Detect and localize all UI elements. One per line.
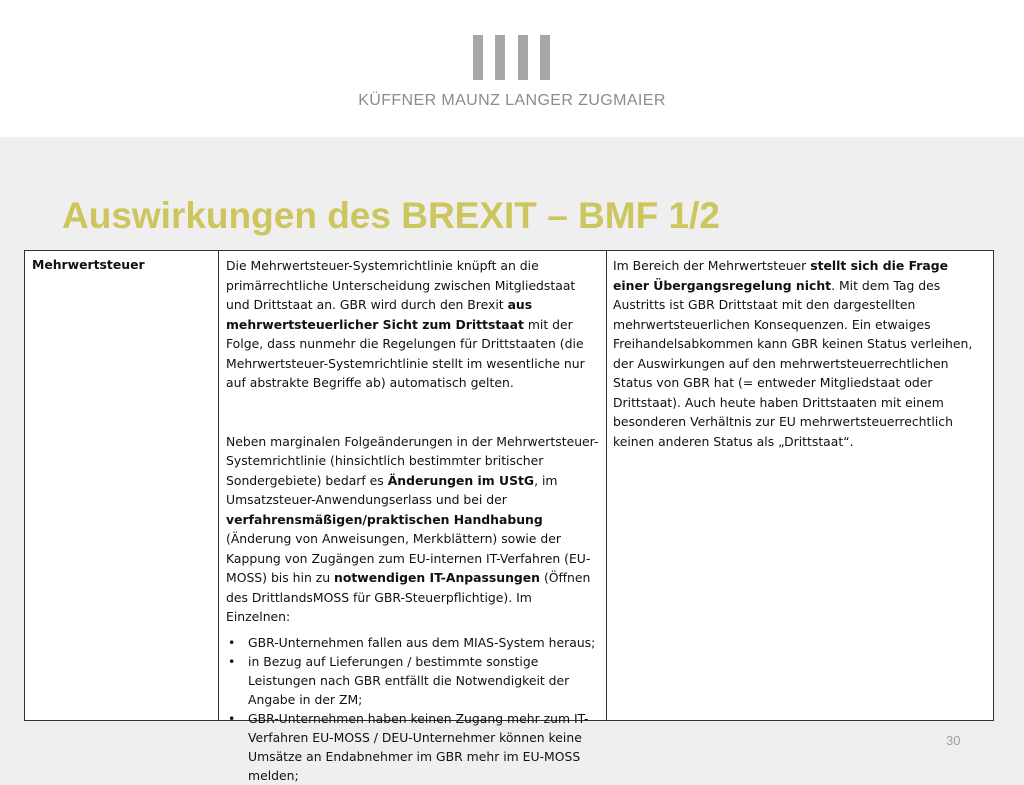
logo-bar <box>473 35 483 80</box>
header <box>0 0 1024 137</box>
bold-text: stellt sich die Frage einer Übergangsregelung nicht <box>613 258 949 293</box>
logo-mark <box>473 35 551 80</box>
text: Im Bereich der Mehrwertsteuer <box>613 258 811 273</box>
list-item: • GBR-Unternehmen haben keinen Zugang mehr zum IT-Verfahren EU-MOSS / DEU-Unternehmer können keine Umsätze an Endabnehmer im GBR mehr im EU-MOSS melden; <box>226 709 599 785</box>
logo-bar <box>495 35 505 80</box>
consequence-cell <box>607 251 993 720</box>
text: (Öffnen des DrittlandsMOSS für GBR-Steuerpflichtige). Im Einzelnen: <box>226 570 591 624</box>
bold-text: Änderungen im UStG <box>387 472 535 488</box>
paragraph-2 <box>226 432 599 627</box>
text: mit der Folge, dass nunmehr die Regelungen für Drittstaaten (die Mehrwertsteuer-Systemrichtlinie stellt im wesentliche nur auf abstrakte Begriffe ab) automatisch gelten. <box>226 316 585 390</box>
list-item: • in Bezug auf Lieferungen / bestimmte sonstige Leistungen nach GBR entfällt die Notwendigkeit der Angabe in der ZM; <box>226 652 599 709</box>
bold-text: verfahrensmäßigen/praktischen Handhabung <box>226 511 543 527</box>
paragraph-3 <box>613 256 987 451</box>
page-number: 30 <box>946 733 961 748</box>
bold-text: aus mehrwertsteuerlicher Sicht zum Drittstaat <box>226 297 533 332</box>
text: , im Umsatzsteuer-Anwendungserlass und bei der <box>226 472 558 507</box>
paragraph-1 <box>226 256 599 393</box>
text: (Änderung von Anweisungen, Merkblättern) sowie der Kappung von Zugängen zum EU-internen IT-Verfahren (EU-MOSS) bis hin zu <box>226 531 591 585</box>
row-label: Mehrwertsteuer <box>32 257 145 272</box>
logo-bar <box>540 35 550 80</box>
bullet-list <box>226 633 599 785</box>
slide-title: Auswirkungen des BREXIT – BMF 1/2 <box>62 195 720 236</box>
logo-text: KÜFFNER MAUNZ LANGER ZUGMAIER <box>358 92 666 109</box>
description-cell <box>219 251 607 783</box>
text: Neben marginalen Folgeänderungen in der Mehrwertsteuer-Systemrichtlinie (hinsichtlich bestimmter britischer Sondergebiete) bedarf es <box>226 433 599 488</box>
bold-text: notwendigen IT-Anpassungen <box>334 570 540 585</box>
logo-bar <box>518 35 528 80</box>
text: Die Mehrwertsteuer-Systemrichtlinie knüpft an die primärrechtliche Unterscheidung zwischen Mitgliedstaat und Drittstaat an. GBR wird durch den Brexit <box>226 258 576 312</box>
row-label-cell <box>25 251 219 720</box>
list-item: • GBR-Unternehmen fallen aus dem MIAS-System heraus; <box>226 633 599 652</box>
text: . Mit dem Tag des Austritts ist GBR Drittstaat mit den dargestellten mehrwertsteuerlichen Konsequenzen. Ein etwaiges Freihandelsabkommen kann GBR keinen Status verleihen, der Auswirkungen auf den mehrwertsteuerrechtlichen Status von GBR hat (= entweder Mitgliedstaat oder Drittstaat). Auch heute haben Drittstaaten mit einem besonderen Verhältnis zur EU mehrwertsteuerrechtlich keinen anderen Status als „Drittstaat“. <box>613 277 973 449</box>
